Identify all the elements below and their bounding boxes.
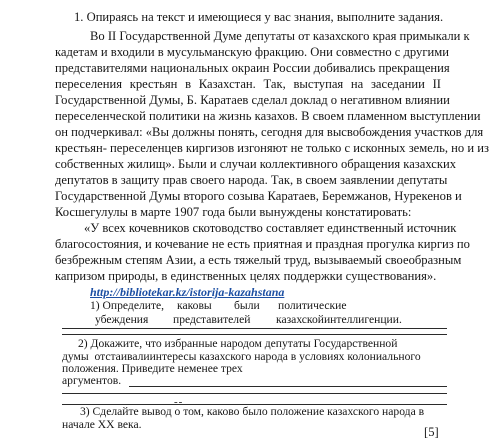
quote-line: благосостояния, и кочевание не есть приятная и праздная прогулка киргиз по [55,237,470,251]
q1-text: представителей [173,313,251,326]
quote-line: «У всех кочевников скотоводство составляет единственный источник [84,221,457,235]
paragraph-line: Во II Государственной Думе депутаты от казахского края примыкали к [90,29,470,43]
paragraph-line: переселенческой политики на жизнь казахов. В своем пламенном выступлении [55,109,481,123]
q1-text: убеждения [95,313,149,326]
answer-line[interactable] [62,334,447,335]
q2-text: 2) Докажите, что избранные народом депутаты Государственной [78,337,398,350]
q2-text: аргументов. [62,374,122,387]
q2-text: думы отстаивалиинтересы казахского народа в условиях колониального [62,350,421,363]
paragraph-line: представителями национальных окраин России добивались прекращения [55,61,450,75]
paragraph-line: кадетам и входили в мусульманскую фракцию. Они совместно с другими [55,45,449,59]
quote-line: безбрежным степям Азии, а есть тяжелый труд, вызываемый своеобразным [55,253,462,267]
paragraph-line: собственных жилищ». Были и случаи коллективного обращения казахских [55,157,457,171]
q2-text: положения. Приведите неменее трех [62,362,243,375]
quote-line: капризом природы, в единственных целях поддержки существования». [55,269,437,283]
paragraph-line: крестьян- переселенцев киргизов изгоняют не только с исконных земель, но и из [55,141,489,155]
page-number: [5] [424,425,439,439]
q1-text: политические [278,299,347,312]
q1-text: казахскойинтеллигенции. [276,313,402,326]
paragraph-line: Косшегулулы в марте 1907 года были вынуждены констатировать: [55,205,412,219]
q3-text: начале XX века. [62,418,142,431]
paragraph-line: Государственной Думы, Б. Каратаев сделал доклад о негативном влиянии [55,93,450,107]
task-title: 1. Опираясь на текст и имеющиеся у вас знания, выполните задания. [74,10,444,24]
q3-text: 3) Сделайте вывод о том, каково было положение казахского народа в [80,405,425,418]
paragraph-line: Государственной Думы второго созыва Каратаев, Беремжанов, Нурекенов и [55,189,462,203]
q1-text: каковы [177,299,212,312]
paragraph-line: он подчеркивал: «Вы должны понять, сегодня для высвобождения участков для [55,125,484,139]
answer-line[interactable] [62,328,447,329]
answer-line[interactable] [62,393,447,394]
answer-line[interactable] [129,386,447,387]
q1-label: 1) Определите, [90,299,165,312]
paragraph-line: переселения крестьян в Казахстан. Так, выступая на заседании II [55,77,441,91]
paragraph-line: депутатов в защиту прав своего народа. Так, в своем заявлении депутаты [55,173,448,187]
q1-text: были [234,299,260,312]
source-link[interactable]: http://bibliotekar.kz/istorija-kazahstana [90,285,285,299]
q2-dashes: -- [174,396,184,408]
